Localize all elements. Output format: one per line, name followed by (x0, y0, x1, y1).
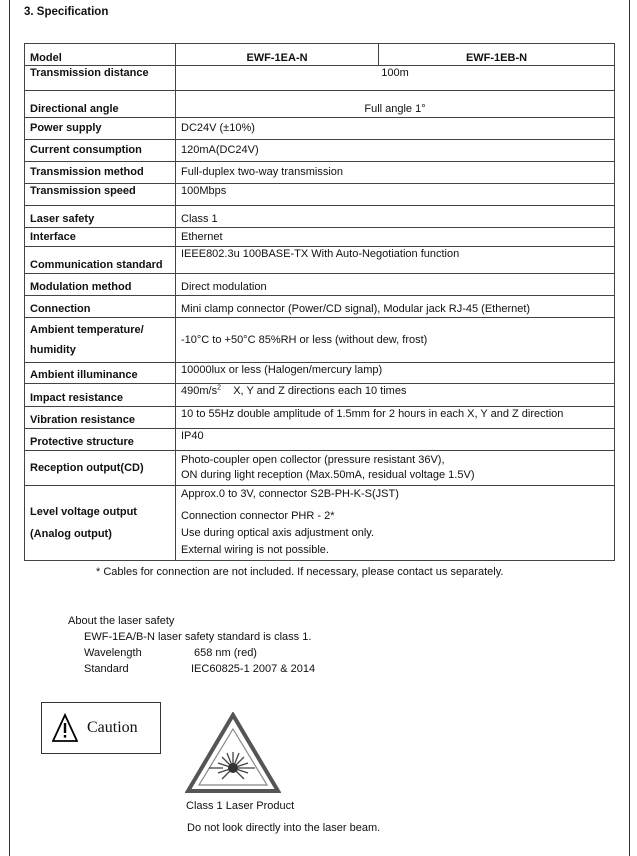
row-value: 10000lux or less (Halogen/mercury lamp) (176, 363, 615, 384)
row-label-line1: Ambient temperature/ (30, 324, 144, 336)
table-row (25, 66, 615, 91)
row-label-line2: (Analog output) (30, 528, 112, 540)
row-value: IEEE802.3u 100BASE-TX With Auto-Negotiation function (176, 247, 615, 274)
specification-table (24, 43, 615, 561)
laser-safety-class: EWF-1EA/B-N laser safety standard is class 1. (84, 631, 312, 643)
table-row (25, 162, 615, 184)
row-label: Interface (25, 228, 176, 247)
row-label: Vibration resistance (25, 407, 176, 429)
impact-suffix: X, Y and Z directions each 10 times (220, 385, 407, 397)
row-label (25, 318, 176, 363)
standard-value: IEC60825-1 2007 & 2014 (191, 663, 316, 675)
table-row (25, 206, 615, 228)
row-value-line1: Approx.0 to 3V, connector S2B-PH-K-S(JST) (181, 488, 399, 500)
row-value: 100Mbps (176, 184, 615, 206)
table-row (25, 363, 615, 384)
row-value-line1: Photo-coupler open collector (pressure resistant 36V), (181, 454, 445, 466)
row-label: Laser safety (25, 206, 176, 228)
row-value: DC24V (±10%) (176, 118, 615, 140)
row-value: Full angle 1° (176, 91, 615, 118)
row-value: Mini clamp connector (Power/CD signal), Modular jack RJ-45 (Ethernet) (176, 296, 615, 318)
wavelength-value: 658 nm (red) (194, 647, 257, 659)
laser-product-caption: Class 1 Laser Product (186, 800, 295, 812)
row-value: 120mA(DC24V) (176, 140, 615, 162)
row-value: 100m (176, 66, 615, 91)
table-row (25, 91, 615, 118)
wavelength-label: Wavelength (84, 647, 142, 659)
row-label: Power supply (25, 118, 176, 140)
impact-value: 490m/s (181, 385, 218, 397)
row-value-line3: Use during optical axis adjustment only. (181, 527, 375, 539)
row-value-line2: ON during light reception (Max.50mA, residual voltage 1.5V) (181, 469, 475, 481)
table-row (25, 318, 615, 363)
row-value (176, 486, 615, 561)
table-row (25, 451, 615, 486)
impact-exponent: 2 (217, 384, 221, 392)
row-label: Communication standard (25, 247, 176, 274)
row-label: Transmission method (25, 162, 176, 184)
row-label: Current consumption (25, 140, 176, 162)
table-row (25, 407, 615, 429)
row-label: Transmission speed (25, 184, 176, 206)
standard-label: Standard (84, 663, 129, 675)
row-label: Transmission distance (25, 66, 176, 91)
table-row (25, 274, 615, 296)
row-value: -10°C to +50°C 85%RH or less (without dew, frost) (176, 318, 615, 363)
row-value: IP40 (176, 429, 615, 451)
row-label: Directional angle (25, 91, 176, 118)
row-label: Modulation method (25, 274, 176, 296)
row-value (176, 451, 615, 486)
caution-label-box (41, 702, 161, 754)
model-eb: EWF-1EB-N (379, 44, 615, 66)
laser-beam-warning: Do not look directly into the laser beam. (187, 822, 381, 834)
table-row (25, 384, 615, 407)
row-value (176, 384, 615, 407)
table-header-row (25, 44, 615, 66)
row-label: Impact resistance (25, 384, 176, 407)
row-label-line2: humidity (30, 344, 76, 356)
table-row (25, 247, 615, 274)
row-value: 10 to 55Hz double amplitude of 1.5mm for 2 hours in each X, Y and Z direction (176, 407, 615, 429)
table-row (25, 184, 615, 206)
laser-safety-title: About the laser safety (68, 615, 175, 627)
row-label: Connection (25, 296, 176, 318)
row-label-line1: Level voltage output (30, 506, 137, 518)
table-row (25, 140, 615, 162)
table-row (25, 228, 615, 247)
model-label: Model (25, 44, 176, 66)
row-value: Direct modulation (176, 274, 615, 296)
row-value: Full-duplex two-way transmission (176, 162, 615, 184)
row-label: Protective structure (25, 429, 176, 451)
row-value: Ethernet (176, 228, 615, 247)
section-heading: 3. Specification (24, 6, 109, 18)
caution-text: Caution (87, 719, 138, 736)
row-label: Ambient illuminance (25, 363, 176, 384)
table-row (25, 429, 615, 451)
row-label (25, 486, 176, 561)
row-value: Class 1 (176, 206, 615, 228)
table-row (25, 118, 615, 140)
table-row (25, 486, 615, 561)
table-row (25, 296, 615, 318)
model-ea: EWF-1EA-N (176, 44, 379, 66)
cables-note: * Cables for connection are not included. If necessary, please contact us separately. (96, 566, 504, 578)
warning-triangle-icon (52, 713, 78, 743)
row-label: Reception output(CD) (25, 451, 176, 486)
row-value-line4: External wiring is not possible. (181, 544, 329, 556)
row-value-line2: Connection connector PHR - 2* (181, 510, 335, 522)
laser-hazard-icon (185, 712, 281, 794)
